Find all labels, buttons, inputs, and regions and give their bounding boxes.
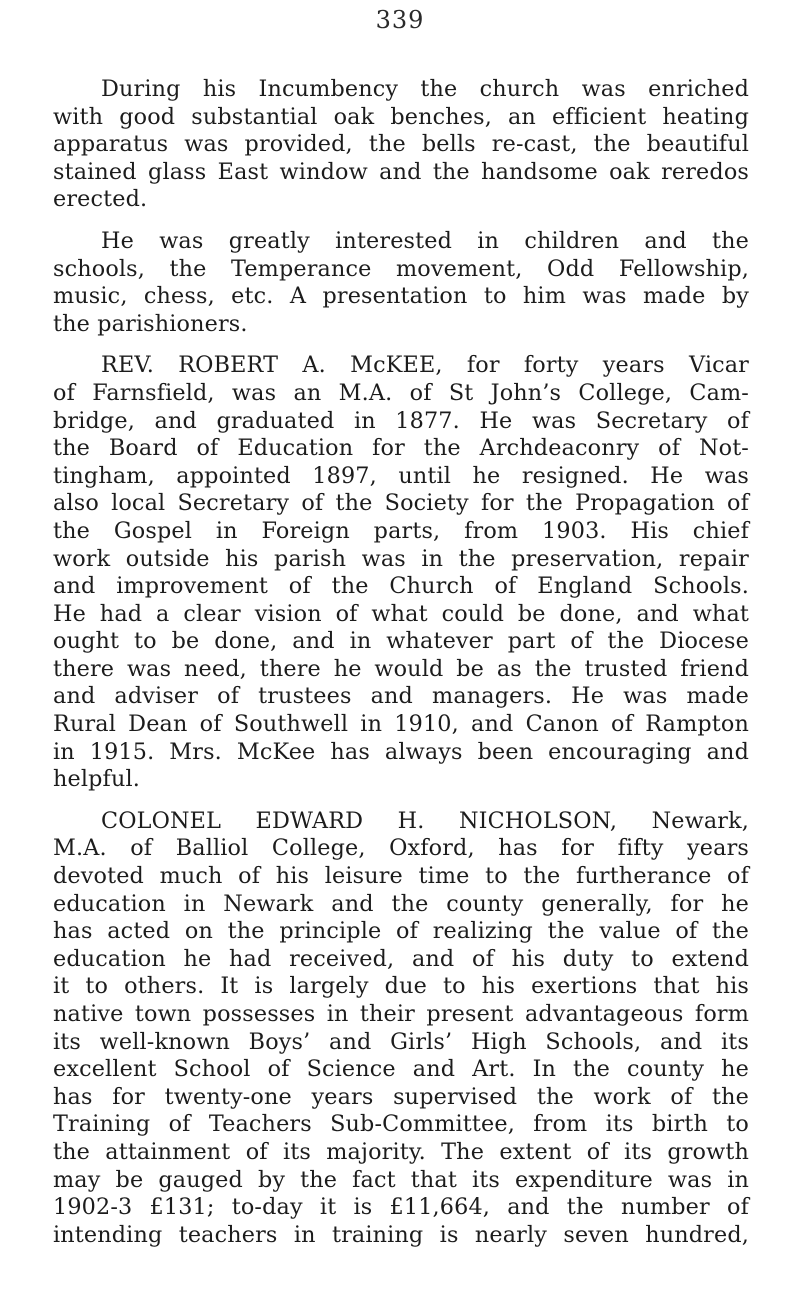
text-line: the Gospel in Foreign parts, from 1903. His chief	[53, 517, 749, 544]
paragraph-colonel-nicholson	[53, 808, 749, 1250]
paragraph-interests	[53, 228, 749, 338]
text-line: has for twenty-one years supervised the work of the	[53, 1083, 749, 1110]
text-line: Training of Teachers Sub-Committee, from its birth to	[53, 1111, 749, 1138]
text-line: has acted on the principle of realizing the value of the	[53, 918, 749, 945]
text-line: Rural Dean of Southwell in 1910, and Canon of Rampton	[53, 711, 749, 738]
text-line: education in Newark and the county generally, for he	[53, 890, 749, 917]
text-line: tingham, appointed 1897, until he resigned. He was	[53, 462, 749, 489]
text-line: the Board of Education for the Archdeaconry of Not-	[53, 435, 749, 462]
text-line: COLONEL EDWARD H. NICHOLSON, Newark,	[101, 807, 749, 834]
text-line: may be gauged by the fact that its expenditure was in	[53, 1166, 749, 1193]
text-line: native town possesses in their present advantageous form	[53, 1001, 749, 1027]
text-line: and improvement of the Church of England Schools.	[53, 573, 749, 600]
text-line: excellent School of Science and Art. In the county he	[53, 1056, 749, 1083]
text-line: apparatus was provided, the bells re-cast, the beautiful	[53, 131, 749, 158]
paragraph-incumbency	[53, 76, 749, 214]
text-line: M.A. of Balliol College, Oxford, has for fifty years	[53, 835, 749, 862]
text-line: 1902-3 £131; to-day it is £11,664, and the number of	[53, 1194, 749, 1221]
body-text	[53, 76, 749, 1263]
text-line: of Farnsfield, was an M.A. of St John’s College, Cam-	[53, 379, 749, 406]
text-line: work outside his parish was in the preservation, repair	[53, 545, 749, 572]
text-line: ought to be done, and in whatever part of the Diocese	[53, 628, 749, 655]
text-line: it to others. It is largely due to his exertions that his	[53, 973, 749, 1000]
text-line: stained glass East window and the handsome oak reredos	[53, 158, 749, 185]
text-line: also local Secretary of the Society for the Propagation of	[53, 490, 749, 517]
text-line: REV. ROBERT A. McKEE, for forty years Vicar	[101, 352, 749, 379]
text-line: with good substantial oak benches, an efficient heating	[53, 103, 749, 130]
text-line: erected.	[53, 186, 148, 213]
text-line: devoted much of his leisure time to the furtherance of	[53, 863, 749, 890]
text-line: intending teachers in training is nearly seven hundred,	[53, 1221, 749, 1248]
text-line: and adviser of trustees and managers. He was made	[53, 683, 749, 710]
paragraph-rev-robert-mckee	[53, 352, 749, 794]
text-line: its well-known Boys’ and Girls’ High Schools, and its	[53, 1028, 749, 1055]
text-line: He had a clear vision of what could be done, and what	[53, 600, 749, 627]
text-line: music, chess, etc. A presentation to him was made by	[53, 283, 749, 310]
text-line: helpful.	[53, 766, 140, 793]
text-line: schools, the Temperance movement, Odd Fellowship,	[53, 255, 749, 282]
text-line: in 1915. Mrs. McKee has always been encouraging and	[53, 738, 749, 765]
text-line: He was greatly interested in children and the	[101, 227, 749, 254]
text-line: there was need, there he would be as the trusted friend	[53, 655, 749, 682]
text-line: education he had received, and of his duty to extend	[53, 945, 749, 972]
text-line: During his Incumbency the church was enriched	[101, 76, 749, 102]
text-line: the attainment of its majority. The extent of its growth	[53, 1138, 749, 1165]
text-line: bridge, and graduated in 1877. He was Secretary of	[53, 407, 749, 434]
page-number: 339	[375, 6, 425, 34]
text-line: the parishioners.	[53, 310, 248, 337]
